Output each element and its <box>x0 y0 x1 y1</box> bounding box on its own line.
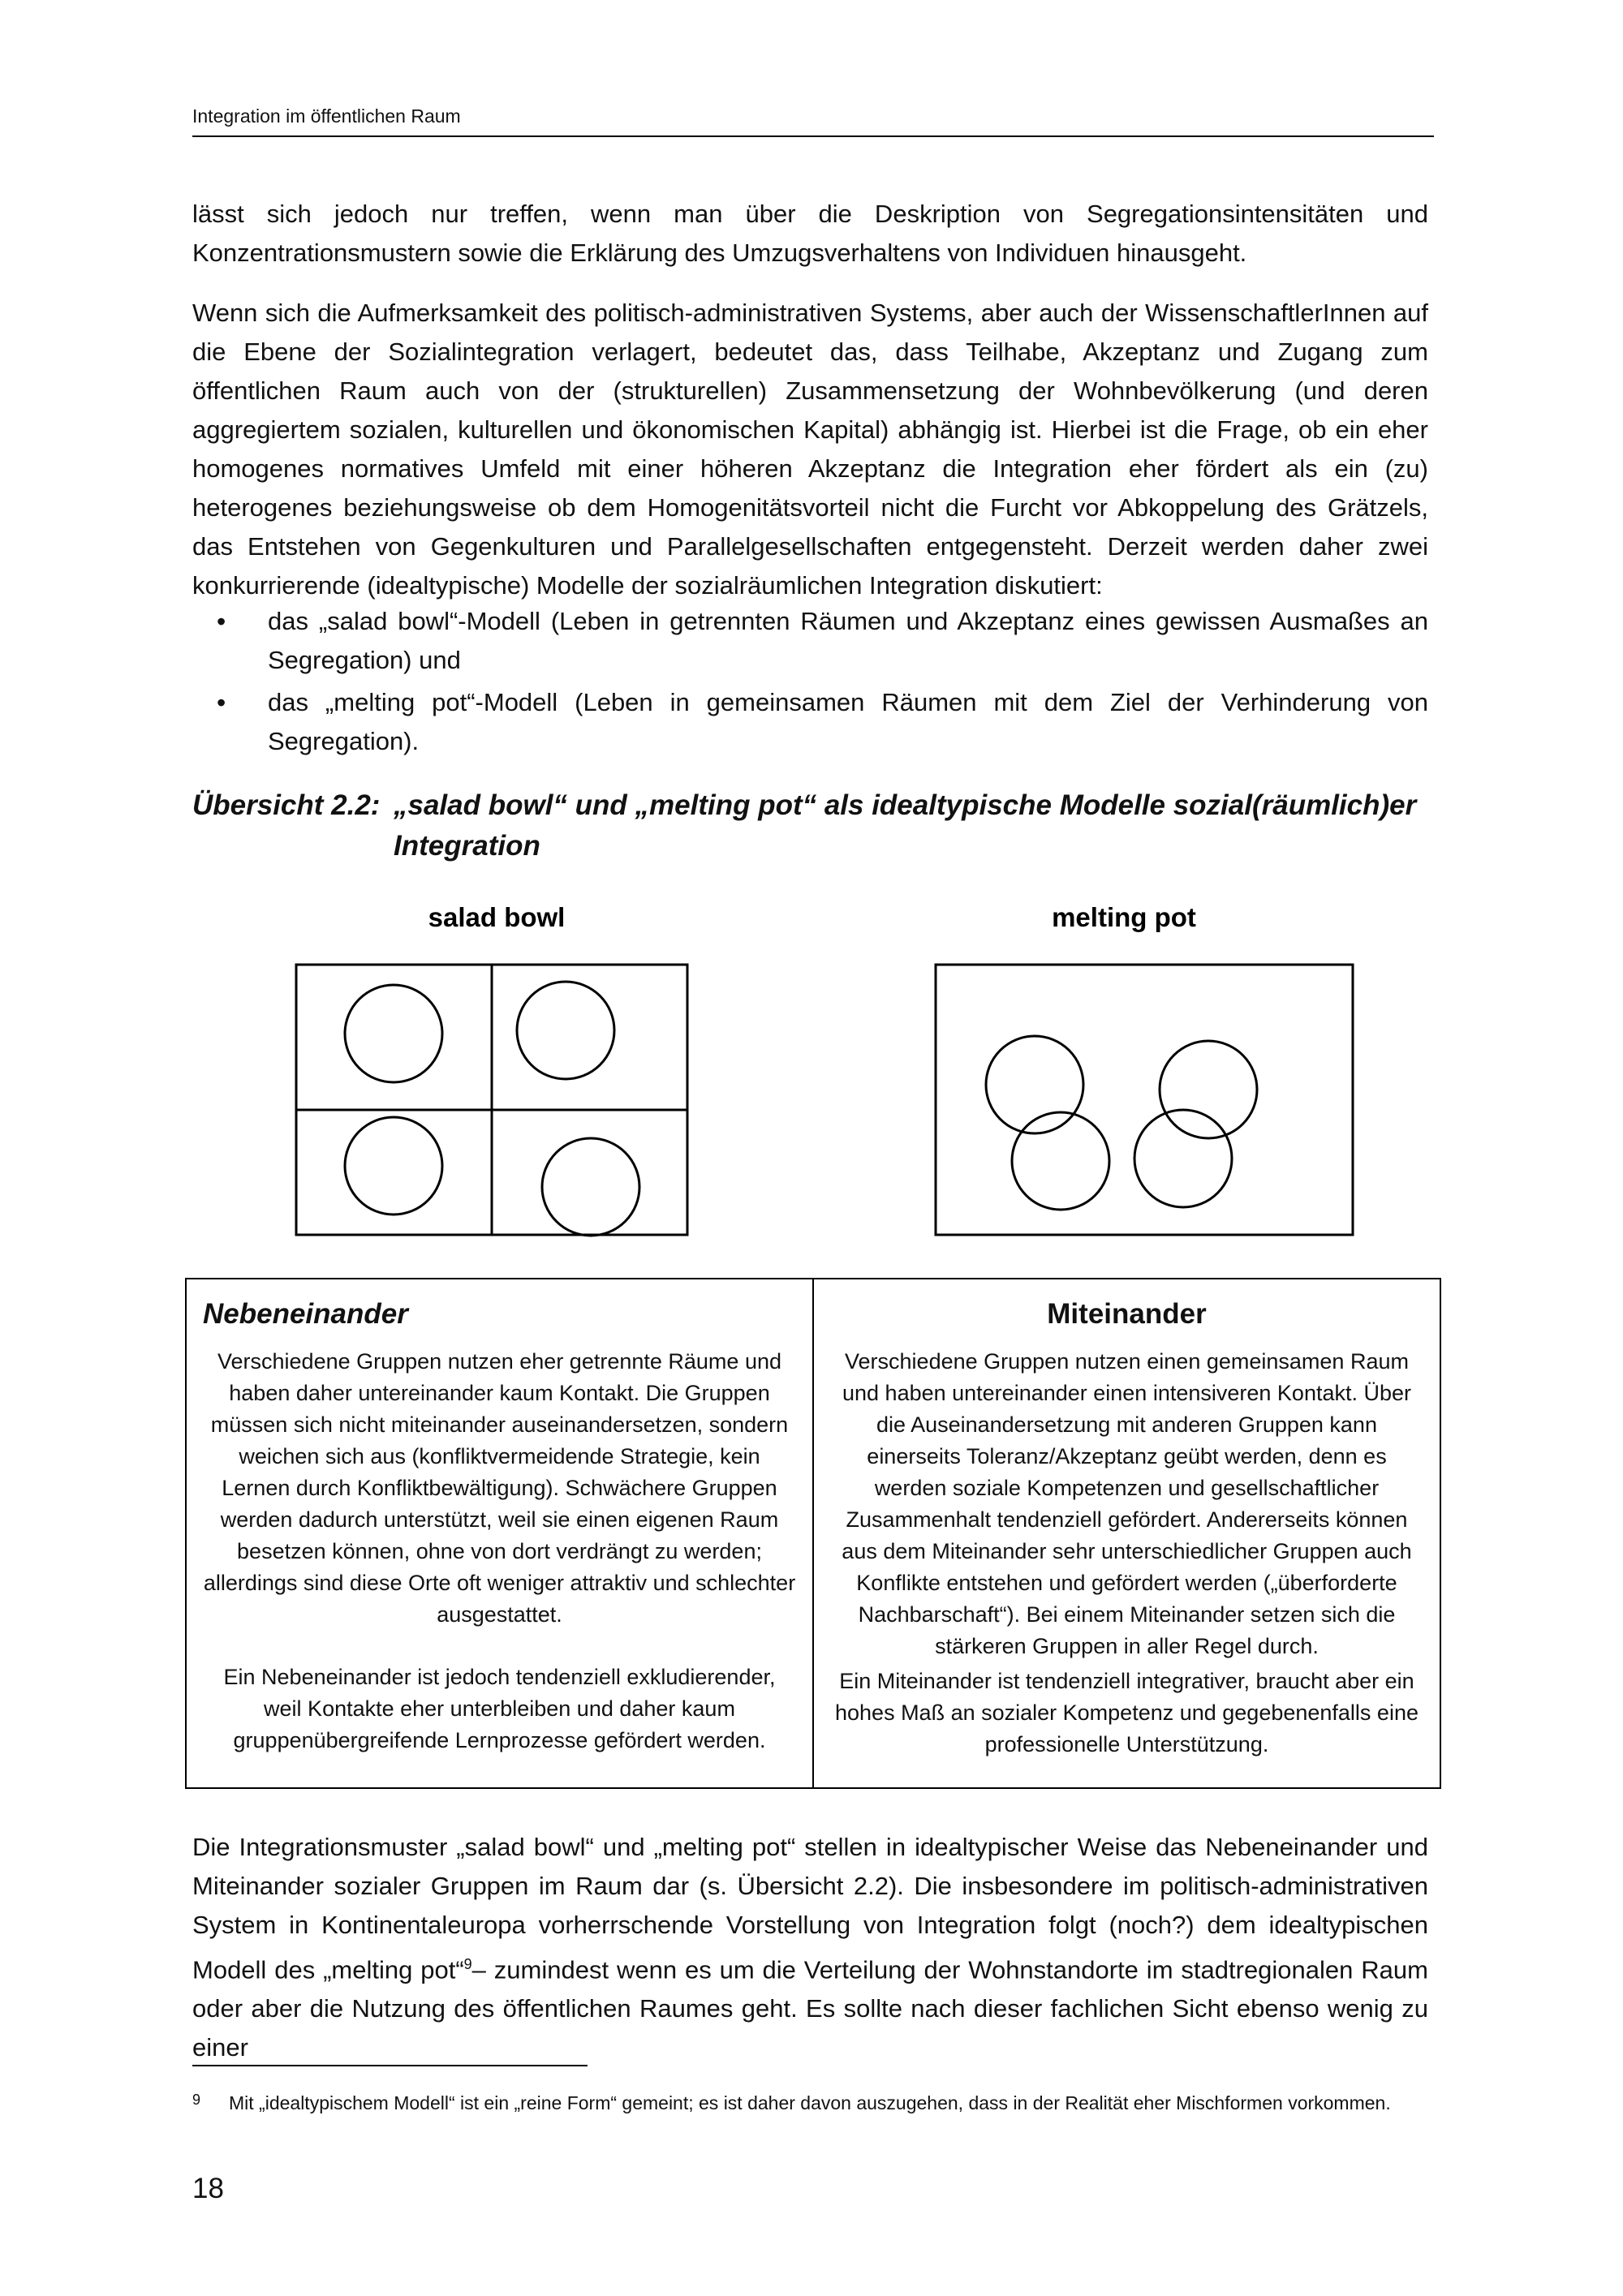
group-circle <box>1160 1041 1257 1138</box>
group-circle <box>1134 1110 1232 1207</box>
figure-number: Übersicht 2.2: <box>192 789 381 821</box>
group-circle <box>345 985 442 1082</box>
running-header: Integration im öffentlichen Raum <box>192 105 1434 137</box>
salad-bowl-diagram <box>296 965 687 1236</box>
melting-pot-label: melting pot <box>1052 902 1196 932</box>
page-number: 18 <box>192 2173 224 2204</box>
comparison-column-miteinander <box>812 1279 1440 1787</box>
footnote-reference[interactable]: 9 <box>463 1956 472 1972</box>
comparison-conclusion: Ein Nebeneinander ist jedoch tendenziell exkludierender, weil Kontakte eher unterbleiben und daher kaum gruppenübergreifende Lernprozesse gefördert werden. <box>223 1665 776 1752</box>
comparison-table <box>185 1278 1441 1789</box>
paragraph-intro: lässt sich jedoch nur treffen, wenn man über die Deskription von Segregationsintensitäten und Konzentrationsmustern sowie die Erklärung des Umzugsverhaltens von Individuen hinausgeht. <box>192 200 1428 267</box>
footnote <box>192 2089 1428 2118</box>
melting-pot-diagram <box>936 965 1353 1235</box>
comparison-heading: Nebeneinander <box>203 1298 408 1330</box>
group-circle <box>517 982 614 1079</box>
comparison-heading: Miteinander <box>1047 1298 1207 1330</box>
figure-caption: „salad bowl“ und „melting pot“ als idealtypische Modelle sozial(räumlich)er Integration <box>394 789 1417 862</box>
paragraph-text-continued: – zumindest wenn es um die Verteilung der Wohnstandorte im stadtregionalen Raum oder aber die Nutzung des öffentlichen Raumes geht. Es sollte nach dieser fachlichen Sicht ebenso wenig zu einer <box>192 1955 1428 2062</box>
group-circle <box>542 1138 639 1236</box>
group-circle <box>345 1117 442 1215</box>
bullet-icon: • <box>217 688 226 717</box>
melting-pot-frame <box>936 965 1353 1235</box>
list-item-text: das „salad bowl“-Modell (Leben in getrennten Räumen und Akzeptanz eines gewissen Ausmaßes an Segregation) und <box>268 607 1428 674</box>
list-item-text: das „melting pot“-Modell (Leben in gemeinsamen Räumen mit dem Ziel der Verhinderung von Segregation). <box>268 688 1428 755</box>
footnote-divider <box>192 2065 588 2066</box>
bullet-icon: • <box>217 607 226 636</box>
footnote-number: 9 <box>192 2092 201 2108</box>
paragraph-social-integration: Wenn sich die Aufmerksamkeit des politisch-administrativen Systems, aber auch der WissenschaftlerInnen auf die Ebene der Sozialintegration verlagert, bedeutet das, dass Teilhabe, Akzeptanz und Zugang zum öffentlichen Raum auch von der (strukturellen) Zusammensetzung der Wohnbevölkerung (und deren aggregiertem sozialen, kulturellen und ökonomischen Kapital) abhängig ist. Hierbei ist die Frage, ob ein eher homogenes normatives Umfeld mit einer höheren Akzeptanz die Integration eher fördert als ein (zu) heterogenes beziehungsweise ob dem Homogenitätsvorteil nicht die Furcht vor Abkoppelung des Grätzels, das Entstehen von Gegenkulturen und Parallelgesellschaften entgegensteht. Derzeit werden daher zwei konkurrierende (idealtypische) Modelle der sozialräumlichen Integration diskutiert: <box>192 299 1428 600</box>
footnote-text: Mit „idealtypischem Modell“ ist ein „reine Form“ gemeint; es ist daher davon auszugehen, dass in der Realität eher Mischformen vorkommen. <box>229 2092 1391 2113</box>
comparison-text: Verschiedene Gruppen nutzen einen gemeinsamen Raum und haben untereinander einen intensiveren Kontakt. Über die Auseinandersetzung mit anderen Gruppen kann einerseits Toleranz/Akzeptanz geübt werden, denn es werden soziale Kompetenzen und gesellschaftlicher Zusammenhalt tendenziell gefördert. Andererseits können aus dem Miteinander sehr unterschiedlicher Gruppen auch Konflikte entstehen und gefördert werden („überforderte Nachbarschaft“). Bei einem Miteinander setzen sich die stärkeren Gruppen in aller Regel durch. <box>842 1349 1412 1658</box>
comparison-text: Verschiedene Gruppen nutzen eher getrennte Räume und haben daher untereinander kaum Kontakt. Die Gruppen müssen sich nicht miteinander auseinandersetzen, sondern weichen sich aus (konfliktvermeidende Strategie, kein Lernen durch Konfliktbewältigung). Schwächere Gruppen werden dadurch unterstützt, weil sie einen eigenen Raum besetzen können, ohne von dort verdrängt zu werden; allerdings sind diese Orte oft weniger attraktiv und schlechter ausgestattet. <box>203 1349 796 1627</box>
paragraph-text: Die Integrationsmuster „salad bowl“ und „melting pot“ stellen in idealtypischer Weise das Nebeneinander und Miteinander sozialer Gruppen im Raum dar (s. Übersicht 2.2). Die insbesondere im politisch-administrativen System in Kontinentaleuropa vorherrschende Vorstellung von Integration folgt (noch?) dem idealtypischen Modell des „melting pot“ <box>192 1833 1428 1984</box>
comparison-column-nebeneinander <box>187 1279 812 1787</box>
paragraph-integration-patterns <box>192 1828 1428 2067</box>
comparison-conclusion: Ein Miteinander ist tendenziell integrativer, braucht aber ein hohes Maß an sozialer Kompetenz und gegebenenfalls eine professionelle Unterstützung. <box>835 1669 1419 1756</box>
salad-bowl-label: salad bowl <box>428 902 566 932</box>
